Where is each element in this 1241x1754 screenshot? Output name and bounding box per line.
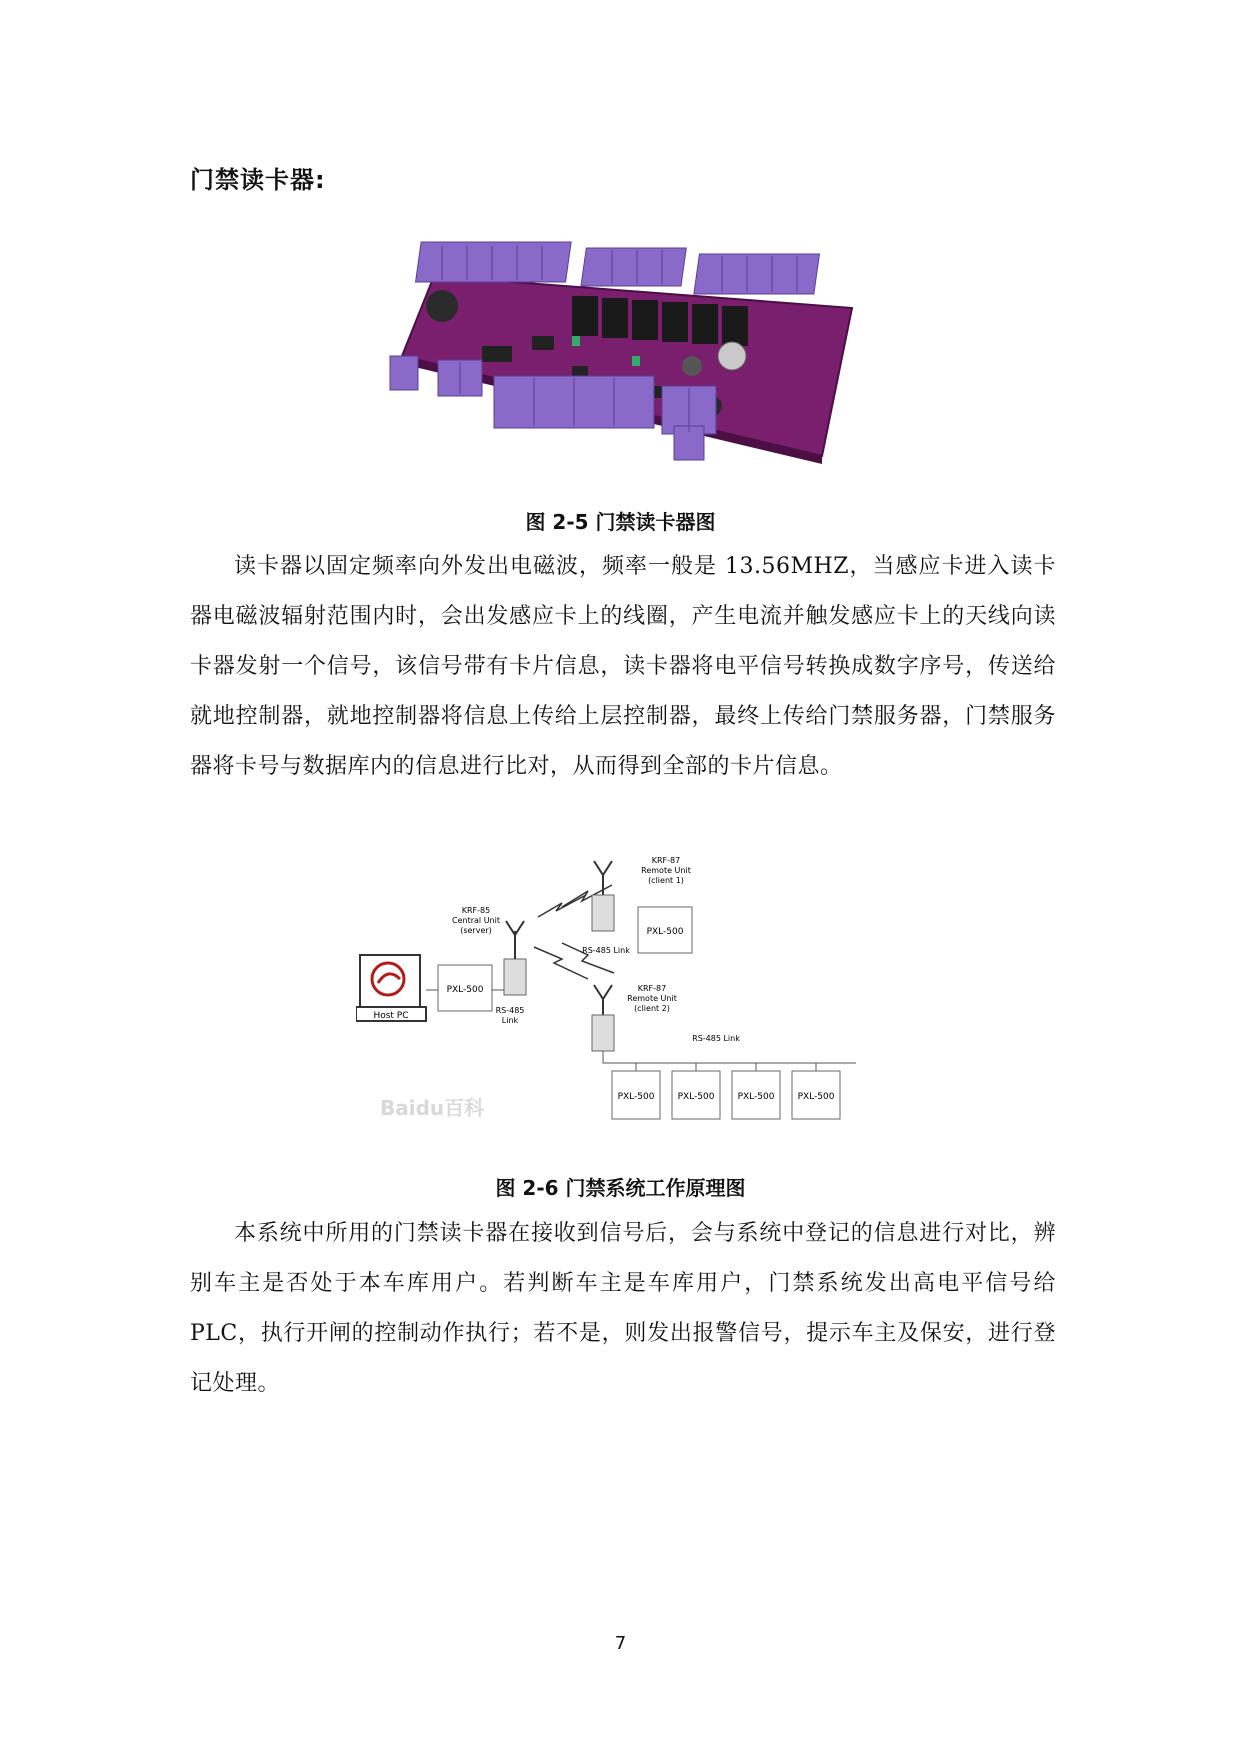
host-pc xyxy=(356,955,426,1021)
pxl-node-1: PXL-500 xyxy=(617,1092,655,1102)
baidu-watermark: Baidu百科 xyxy=(380,1096,485,1120)
figure-2-caption: 图 2-6 门禁系统工作原理图 xyxy=(495,1176,746,1200)
remote2-line2: Remote Unit xyxy=(627,994,677,1003)
paragraph-system-usage: 本系统中所用的门禁读卡器在接收到信号后，会与系统中登记的信息进行对比，辨别车主是否处于本车库用户。若判断车主是车库用户，门禁系统发出高电平信号给 PLC，执行开闸的控制动作执行；若不是，则发出报警信号，提示车主及保安，进行登记处理。 xyxy=(190,1221,1056,1396)
section-heading: 门禁读卡器: xyxy=(190,166,326,194)
central-unit-line3: (server) xyxy=(460,926,492,935)
figure-1-caption: 图 2-5 门禁读卡器图 xyxy=(525,510,716,534)
remote1-rs485-link: RS-485 Link xyxy=(582,946,630,955)
page-number: 7 xyxy=(614,1633,627,1654)
system-diagram xyxy=(356,855,944,1147)
central-link-label: Link xyxy=(501,1016,519,1025)
remote2-rs485-link: RS-485 Link xyxy=(692,1034,740,1043)
central-unit-line2: Central Unit xyxy=(452,916,500,925)
pxl-node-3: PXL-500 xyxy=(737,1092,775,1102)
pxl-node-2: PXL-500 xyxy=(677,1092,715,1102)
central-rs485-label: RS-485 xyxy=(495,1006,525,1015)
remote2-line1: KRF-87 xyxy=(637,984,667,993)
remote2-line3: (client 2) xyxy=(634,1004,670,1013)
host-pc-label: Host PC xyxy=(373,1011,409,1021)
central-pxl-label: PXL-500 xyxy=(446,985,484,995)
remote1-line1: KRF-87 xyxy=(651,856,681,865)
pxl-node-4: PXL-500 xyxy=(797,1092,835,1102)
paragraph-reader-principle: 读卡器以固定频率向外发出电磁波，频率一般是 13.56MHZ，当感应卡进入读卡器电磁波辐射范围内时，会出发感应卡上的线圈，产生电流并触发感应卡上的天线向读卡器发射一个信号，该信号带有卡片信息，读卡器将电平信号转换成数字序号，传送给就地控制器，就地控制器将信息上传给上层控制器，最终上传给门禁服务器，门禁服务器将卡号与数据库内的信息进行比对，从而得到全部的卡片信息。 xyxy=(190,554,1056,779)
remote1-line3: (client 1) xyxy=(648,876,684,885)
remote1-pxl-label: PXL-500 xyxy=(646,927,684,937)
remote1-line2: Remote Unit xyxy=(641,866,691,875)
central-unit-line1: KRF-85 xyxy=(461,906,491,915)
reader-board-image xyxy=(372,236,878,488)
